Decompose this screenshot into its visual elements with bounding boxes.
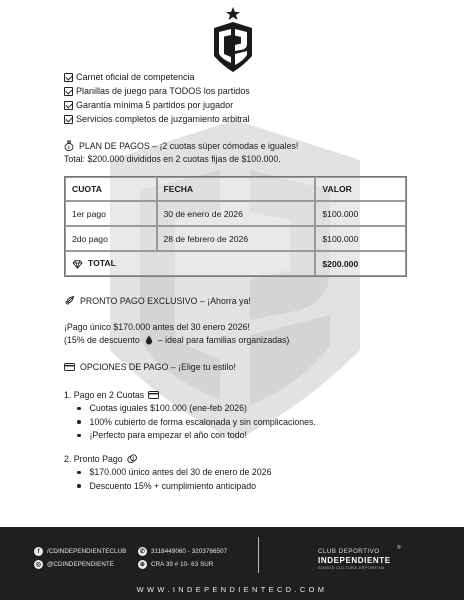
address: ⊕ CRA 39 # 10- 63 SUR bbox=[139, 561, 214, 568]
checklist-item: Servicios completos de juzgamiento arbitral bbox=[64, 112, 250, 126]
checkbox-icon bbox=[64, 101, 73, 110]
club-brand: CLUB DEPORTIVO INDEPENDIENTE SOMOS CULTURA DEPORTIVA bbox=[318, 548, 391, 570]
table-total-row bbox=[65, 251, 406, 276]
table-cell: 28 de febrero de 2026 bbox=[157, 226, 316, 251]
checkbox-icon bbox=[64, 87, 73, 96]
footer bbox=[0, 527, 464, 600]
total-label-cell: TOTAL bbox=[65, 251, 315, 276]
column-header-cuota: CUOTA bbox=[65, 177, 157, 201]
table-cell: 30 de enero de 2026 bbox=[157, 201, 316, 226]
list-item: Cuotas iguales $100.000 (ene-feb 2026) bbox=[64, 402, 316, 416]
drop-icon bbox=[145, 335, 153, 345]
whatsapp-icon: ✆ bbox=[139, 549, 146, 555]
table-cell: 2do pago bbox=[65, 226, 157, 251]
features-checklist bbox=[64, 70, 250, 126]
option-installments: 1. Pago en 2 Cuotas Cuotas iguales $100.000 (ene-feb 2026) 100% cubierto de forma escalonada y sin complicaciones. ¡Perfecto para empezar el año con todo! bbox=[64, 389, 316, 441]
column-header-valor: VALOR bbox=[315, 177, 406, 201]
payment-plan-total: Total: $200.000 divididos en 2 cuotas fijas de $100.000. bbox=[64, 153, 281, 164]
option-early-payment: 2. Pronto Pago $ $170.000 único antes del 30 de enero de 2026 Descuento 15% + cumplimiento anticipado bbox=[64, 453, 272, 491]
svg-text:$: $ bbox=[67, 145, 71, 151]
payment-plan-section bbox=[64, 139, 298, 165]
facebook-icon: f bbox=[34, 547, 43, 556]
rocket-icon bbox=[64, 295, 75, 306]
list-item: ¡Perfecto para empezar el año con todo! bbox=[64, 429, 316, 443]
table-cell: 1er pago bbox=[65, 201, 157, 226]
table-header-row bbox=[65, 177, 406, 201]
list-item: 100% cubierto de forma escalonada y sin complicaciones. bbox=[64, 415, 316, 429]
credit-card-icon bbox=[148, 391, 159, 399]
checklist-item: Carnet oficial de competencia bbox=[64, 70, 250, 84]
early-payment-title: PRONTO PAGO EXCLUSIVO – ¡Ahorra ya! bbox=[80, 295, 251, 306]
early-payment-details: ¡Pago único $170.000 antes del 30 enero 2026! (15% de descuento – ideal para familias organizadas) bbox=[64, 321, 290, 345]
list-item: Descuento 15% + cumplimiento anticipado bbox=[64, 479, 271, 493]
payment-plan-title: PLAN DE PAGOS – ¡2 cuotas súper cómodas e iguales! bbox=[79, 140, 299, 151]
checkbox-icon bbox=[64, 73, 73, 82]
table-cell: $100.000 bbox=[315, 226, 406, 251]
phone-contact[interactable]: ✆ 3118449060 - 3203766507 bbox=[139, 548, 228, 555]
payment-options-title: OPCIONES DE PAGO – ¡Elige tu estilo! bbox=[80, 361, 236, 372]
list-item: $170.000 único antes del 30 de enero de 2026 bbox=[64, 466, 271, 480]
svg-text:$: $ bbox=[131, 455, 135, 461]
credit-card-icon bbox=[64, 363, 75, 371]
early-payment-section bbox=[64, 294, 251, 307]
instagram-link[interactable]: ◎ @CDINDEPENDIENTE bbox=[35, 561, 115, 568]
checklist-item: Garantía mínima 5 partidos por jugador bbox=[64, 98, 250, 112]
checkbox-icon bbox=[64, 115, 73, 124]
facebook-link[interactable]: f /CDINDEPENDIENTECLUB bbox=[34, 547, 126, 556]
registered-mark: ® bbox=[397, 545, 401, 551]
website-link[interactable]: WWW.INDEPENDIENTECD.COM bbox=[136, 585, 328, 594]
total-value-cell: $200.000 bbox=[315, 251, 406, 276]
footer-divider bbox=[258, 537, 259, 573]
money-bag-icon bbox=[64, 140, 74, 151]
club-logo-icon bbox=[212, 6, 254, 74]
table-cell: $100.000 bbox=[315, 201, 406, 226]
payment-table bbox=[64, 176, 407, 277]
coins-icon bbox=[127, 454, 137, 464]
table-row bbox=[65, 201, 406, 226]
column-header-fecha: FECHA bbox=[157, 177, 316, 201]
checklist-item: Planillas de juego para TODOS los partidos bbox=[64, 84, 250, 98]
instagram-icon: ◎ bbox=[35, 562, 42, 568]
payment-options-section bbox=[64, 360, 236, 374]
table-row bbox=[65, 226, 406, 251]
globe-icon: ⊕ bbox=[139, 562, 146, 568]
diamond-icon bbox=[72, 260, 83, 269]
